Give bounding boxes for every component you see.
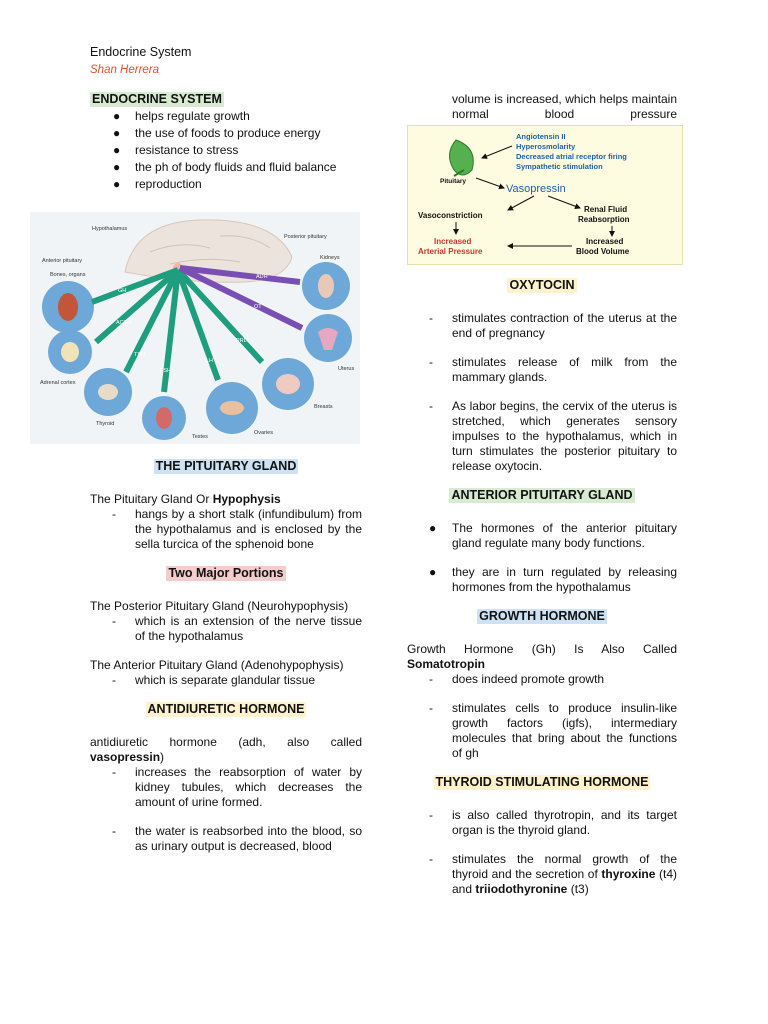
list-item: ● they are in turn regulated by releasing hormones from the hypothalamus bbox=[429, 565, 677, 594]
label-kidneys: Kidneys bbox=[320, 255, 340, 261]
arrow-acth bbox=[96, 270, 178, 342]
hormone-label-acth: ACTH bbox=[116, 320, 131, 326]
list-item: - the water is reabsorbed into the blood, so as urinary output is decreased, blood bbox=[112, 824, 362, 853]
flow-arrow-vasopressin bbox=[476, 178, 504, 188]
tsh-heading: THYROID STIMULATING HORMONE bbox=[435, 775, 649, 789]
list-item: ● The hormones of the anterior pituitary gland regulate many body functions. bbox=[429, 521, 677, 550]
endocrine-heading: ENDOCRINE SYSTEM bbox=[92, 92, 222, 106]
label-thyroid: Thyroid bbox=[96, 421, 115, 427]
author-name: Shan Herrera bbox=[90, 64, 160, 76]
label-posterior-pituitary: Posterior pituitary bbox=[284, 234, 327, 240]
list-item: ● helps regulate growth bbox=[113, 109, 250, 123]
testes-icon bbox=[156, 407, 172, 429]
adrenal-icon bbox=[61, 342, 79, 362]
list-item: ● the use of foods to produce energy bbox=[113, 126, 321, 140]
flow-stimulus: Decreased atrial receptor firing bbox=[516, 152, 627, 161]
flow-vasopressin-label: Vasopressin bbox=[506, 183, 566, 195]
flow-arrow-stimuli bbox=[482, 146, 512, 158]
label-adrenal-cortex: Adrenal cortex bbox=[40, 380, 76, 386]
list-item: - stimulates release of milk from the mammary glands. bbox=[429, 355, 677, 384]
flow-pituitary-label: Pituitary bbox=[440, 178, 467, 185]
list-item: - As labor begins, the cervix of the uterus is stretched, which generates sensory impulses to the hypothalamus, which in turn stimulates the posterior pituitary to release oxytocin. bbox=[429, 399, 677, 473]
bullet-icon: ● bbox=[113, 177, 121, 191]
adh-continuation: volume is increased, which helps maintain normal blood pressure bbox=[452, 92, 677, 121]
flow-increased-ap: Arterial Pressure bbox=[418, 247, 483, 256]
label-breasts: Breasts bbox=[314, 404, 333, 410]
bullet-icon: ● bbox=[429, 565, 437, 579]
list-item: ● reproduction bbox=[113, 177, 202, 191]
flow-stimulus: Angiotensin II bbox=[516, 132, 566, 141]
list-item: - stimulates contraction of the uterus at the end of pregnancy bbox=[429, 311, 677, 340]
adh-heading: ANTIDIURETIC HORMONE bbox=[147, 702, 305, 716]
ovaries-icon bbox=[220, 401, 244, 415]
list-item: - is also called thyrotropin, and its target organ is the thyroid gland. bbox=[429, 808, 677, 837]
oxytocin-heading: OXYTOCIN bbox=[509, 278, 575, 292]
arrow-prl bbox=[178, 270, 262, 362]
bullet-icon: ● bbox=[113, 160, 121, 174]
flow-increased-ap: Increased bbox=[434, 237, 472, 246]
label-uterus: Uterus bbox=[338, 366, 355, 372]
hormone-label-gh: GH bbox=[118, 288, 127, 294]
list-item: ● resistance to stress bbox=[113, 143, 239, 157]
label-bones-organs: Bones, organs bbox=[50, 272, 86, 278]
pituitary-icon bbox=[449, 140, 473, 175]
flow-increased-bv: Blood Volume bbox=[576, 247, 630, 256]
right-column: volume is increased, which helps maintain normal blood pressure OXYTOCIN - stimulates contraction of the uterus at the end of pregnancy - stimulates release of milk from the mammary glands. - As labor begins, the cervix of the uterus is stretched, which generates sensory impulses to the hypothalamus, which in turn stimulates the posterior pituitary to release oxytocin. ANTERIOR PITUITARY GLAND ● The hormones of the anterior pituitary gland regulate many body functions. ● they are in turn regulated by releasing hormones from the hypothalamus GROWTH HORMONE Growth Hormone (Gh) Is Also Called Somatotropin - does indeed promote growth - stimulates cells to produce insulin-like growth factors (igfs), intermediary molecules that bring about the functions of gh THYROID STIMULATING HORMONE - is also called thyrotropin, and its target organ is the thyroid gland. - stimulates the normal growth of the thyroid and the secretion of thyroxine (t4) and triiodothyronine (t3) bbox=[407, 92, 677, 896]
breast-icon bbox=[276, 374, 300, 394]
bullet-icon: ● bbox=[113, 143, 121, 157]
label-testes: Testes bbox=[192, 434, 208, 440]
list-item: - does indeed promote growth bbox=[429, 672, 605, 686]
flow-increased-bv: Increased bbox=[586, 237, 624, 246]
bullet-icon: ● bbox=[113, 109, 121, 123]
posterior-title: The Posterior Pituitary Gland (Neurohypophysis) bbox=[90, 599, 349, 613]
list-item: - stimulates cells to produce insulin-like growth factors (igfs), intermediary molecules that bring about the functions of gh bbox=[429, 701, 677, 760]
left-column: ENDOCRINE SYSTEM ● helps regulate growth ● the use of foods to produce energy ● resistance to stress ● the ph of body fluids and fluid balance ● reproduction THE PITUITARY GLAND The Pituitary Gland Or Hypophysis - hangs by a short stalk (infundibulum) from the hypothalamus and is enclosed by the sella turcica of the sphenoid bone Two Major Portions The Posterior Pituitary Gland (Neurohypophysis) - which is an extension of the nerve tissue of the hypothalamus The Anterior Pituitary Gland (Adenohypophysis) - which is separate glandular tissue ANTIDIURETIC HORMONE antidiuretic hormone (adh, also called vasopressin) - increases the reabsorption of water by kidney tubules, which decreases the amount of urine formed. - the water is reabsorbed into the blood, so as urinary output is decreased, blood bbox=[90, 92, 362, 853]
list-item: - stimulates the normal growth of the thyroid and the secretion of thyroxine (t4) and triiodothyronine (t3) bbox=[429, 852, 677, 896]
list-item: ● the ph of body fluids and fluid balance bbox=[113, 160, 337, 174]
list-item: - which is an extension of the nerve tissue of the hypothalamus bbox=[112, 614, 362, 643]
hormone-label-tsh: TSH bbox=[134, 352, 145, 358]
list-item: - which is separate glandular tissue bbox=[112, 673, 316, 687]
kidney-icon bbox=[318, 274, 334, 298]
thyroid-icon bbox=[98, 384, 118, 400]
anterior-heading: ANTERIOR PITUITARY GLAND bbox=[451, 488, 633, 502]
vasopressin-flow-diagram bbox=[407, 125, 683, 265]
label-anterior-pituitary: Anterior pituitary bbox=[42, 258, 83, 264]
bullet-icon: ● bbox=[429, 521, 437, 535]
hormone-label-adh: ADH bbox=[256, 274, 268, 280]
portions-heading: Two Major Portions bbox=[168, 566, 284, 580]
adh-intro: antidiuretic hormone (adh, also called bbox=[90, 735, 362, 749]
pituitary-intro: The Pituitary Gland Or Hypophysis bbox=[90, 492, 281, 506]
gh-intro: Growth Hormone (Gh) Is Also Called bbox=[407, 642, 677, 656]
list-item: - hangs by a short stalk (infundibulum) from the hypothalamus and is enclosed by the sella turcica of the sphenoid bone bbox=[112, 507, 362, 551]
label-hypothalamus: Hypothalamus bbox=[92, 226, 128, 232]
pituitary-heading: THE PITUITARY GLAND bbox=[155, 459, 297, 473]
flow-stimulus: Sympathetic stimulation bbox=[516, 162, 603, 171]
flow-svg bbox=[408, 126, 682, 264]
flow-arrow-vasoconstriction bbox=[508, 196, 534, 210]
gh-heading: GROWTH HORMONE bbox=[479, 609, 605, 623]
flow-renal-label: Reabsorption bbox=[578, 215, 630, 224]
liver-icon bbox=[58, 293, 78, 321]
hormone-label-lh: LH bbox=[206, 358, 214, 364]
pituitary-targets-diagram bbox=[30, 212, 360, 444]
anterior-title: The Anterior Pituitary Gland (Adenohypophysis) bbox=[90, 658, 344, 672]
hormone-label-ot: OT bbox=[254, 304, 262, 310]
flow-stimulus: Hyperosmolarity bbox=[516, 142, 576, 151]
document-title: Endocrine System bbox=[90, 45, 192, 59]
hormone-label-prl: PRL bbox=[236, 338, 247, 344]
diagram-svg bbox=[30, 212, 360, 444]
endocrine-list bbox=[90, 109, 362, 192]
hormone-label-fsh: FSH bbox=[160, 368, 171, 374]
flow-renal-label: Renal Fluid bbox=[584, 205, 628, 214]
flow-arrow-renal bbox=[548, 196, 580, 208]
label-ovaries: Ovaries bbox=[254, 430, 273, 436]
bullet-icon: ● bbox=[113, 126, 121, 140]
list-item: - increases the reabsorption of water by kidney tubules, which decreases the amount of urine formed. bbox=[112, 765, 362, 809]
flow-vasoconstriction-label: Vasoconstriction bbox=[418, 211, 483, 220]
